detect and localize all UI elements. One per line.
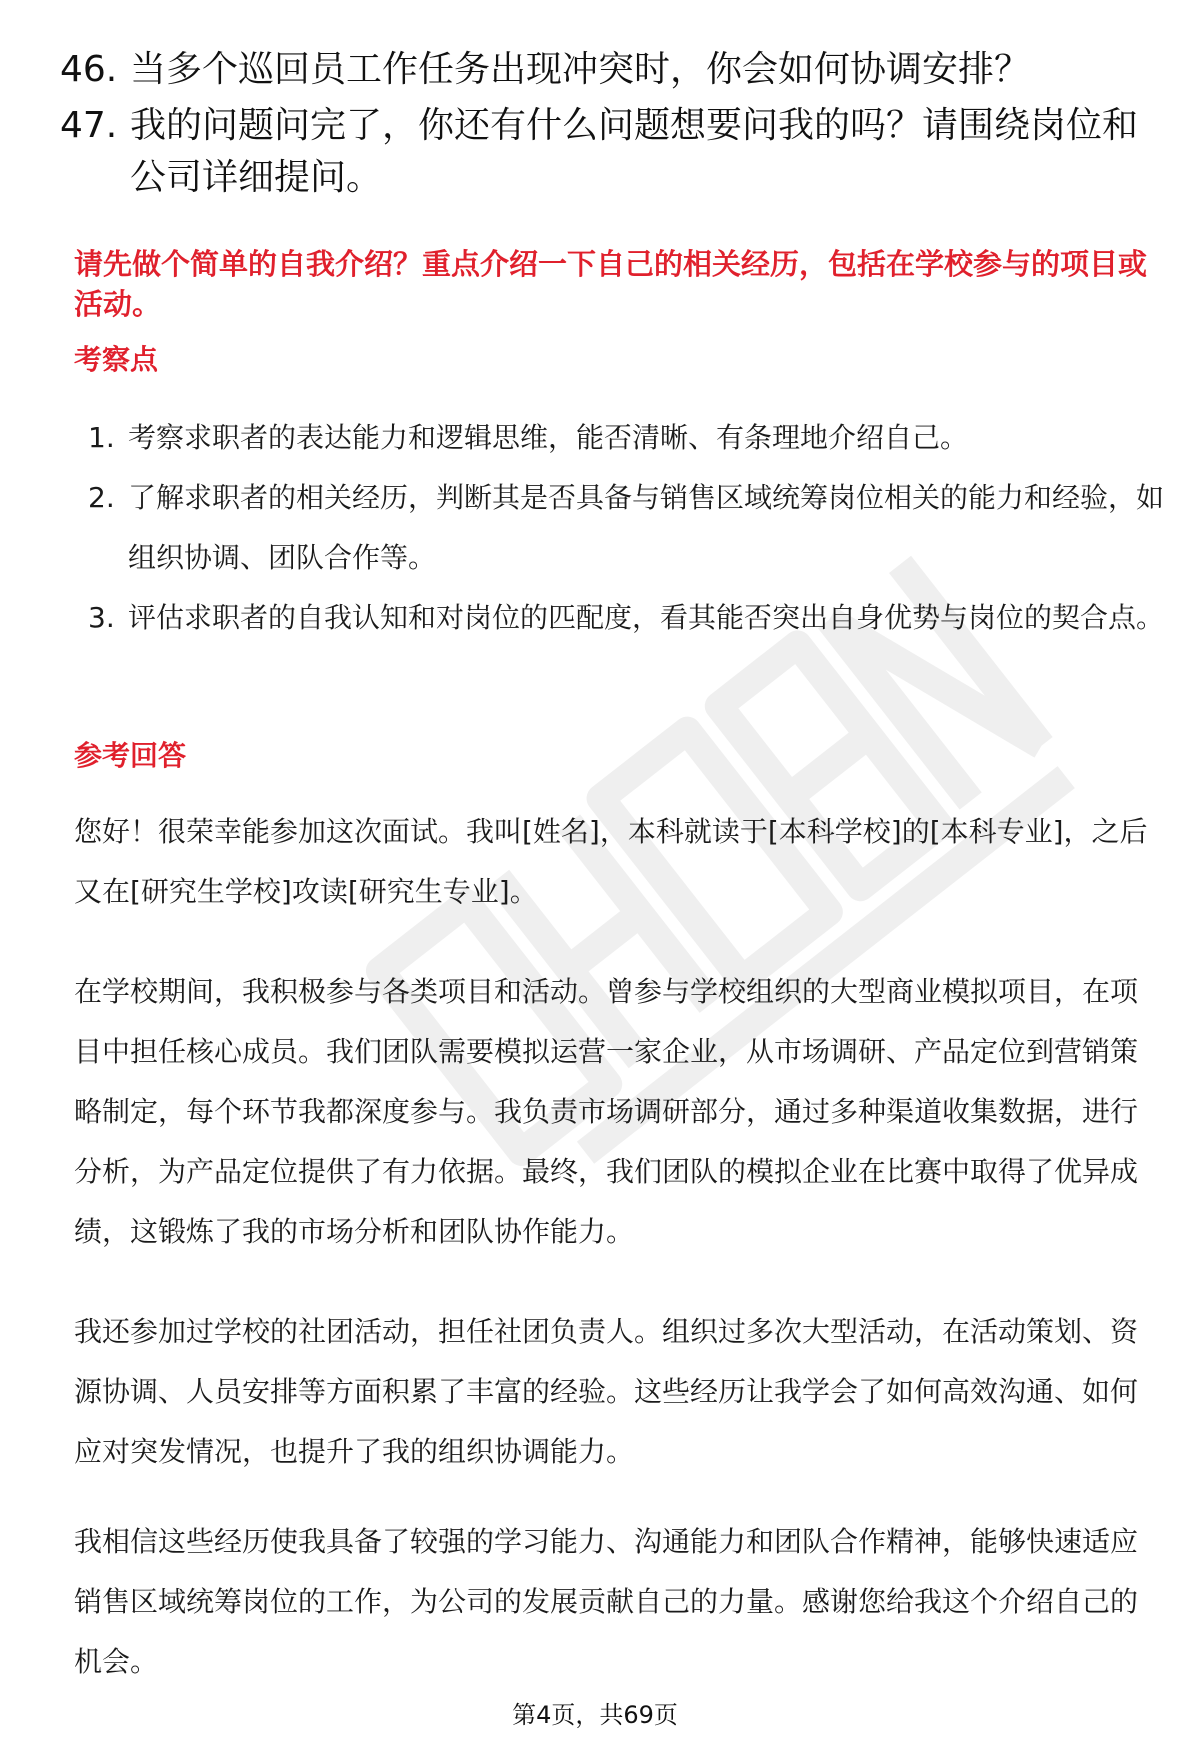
question-number: 46. <box>60 49 118 90</box>
answer-paragraph: 我相信这些经历使我具备了较强的学习能力、沟通能力和团队合作精神，能够快速适应销售区域统筹岗位的工作，为公司的发展贡献自己的力量。感谢您给我这个介绍自己的机会。 <box>74 1525 1139 1678</box>
assessment-point-text: 评估求职者的自我认知和对岗位的匹配度，看其能否突出自身优势与岗位的契合点。 <box>128 601 1165 634</box>
assessment-point-number: 2. <box>88 481 115 514</box>
question-text: 我的问题问完了，你还有什么问题想要问我的吗？请围绕岗位和公司详细提问。 <box>130 105 1139 198</box>
section-title: 请先做个简单的自我介绍？重点介绍一下自己的相关经历，包括在学校参与的项目或活动。 <box>74 247 1148 321</box>
assessment-heading: 考察点 <box>74 343 159 376</box>
question-text: 当多个巡回员工作任务出现冲突时，你会如何协调安排？ <box>130 49 1031 90</box>
assessment-point-number: 1. <box>88 421 115 454</box>
answer-paragraph: 在学校期间，我积极参与各类项目和活动。曾参与学校组织的大型商业模拟项目，在项目中担任核心成员。我们团队需要模拟运营一家企业，从市场调研、产品定位到营销策略制定，每个环节我都深度参与。我负责市场调研部分，通过多种渠道收集数据，进行分析，为产品定位提供了有力依据。最终，我们团队的模拟企业在比赛中取得了优异成绩，这锻炼了我的市场分析和团队协作能力。 <box>74 975 1139 1248</box>
assessment-point-text: 考察求职者的表达能力和逻辑思维，能否清晰、有条理地介绍自己。 <box>128 421 969 454</box>
question-number: 47. <box>60 105 118 146</box>
answer-heading: 参考回答 <box>74 739 187 772</box>
page-footer: 第4页，共69页 <box>512 1701 678 1729</box>
answer-paragraph: 我还参加过学校的社团活动，担任社团负责人。组织过多次大型活动，在活动策划、资源协调、人员安排等方面积累了丰富的经验。这些经历让我学会了如何高效沟通、如何应对突发情况，也提升了我的组织协调能力。 <box>74 1315 1139 1468</box>
assessment-point-text: 了解求职者的相关经历，判断其是否具备与销售区域统筹岗位相关的能力和经验，如组织协调、团队合作等。 <box>128 481 1165 574</box>
answer-paragraph: 您好！很荣幸能参加这次面试。我叫[姓名]，本科就读于[本科学校]的[本科专业]，之后又在[研究生学校]攻读[研究生专业]。 <box>74 815 1148 908</box>
assessment-point-number: 3. <box>88 601 115 634</box>
